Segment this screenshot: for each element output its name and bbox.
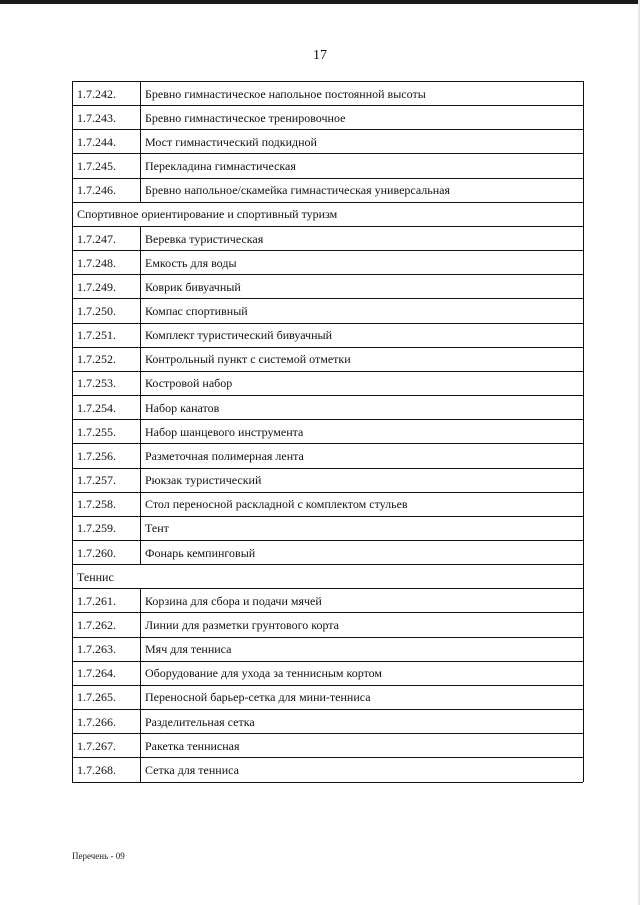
item-number: 1.7.248. (73, 251, 141, 275)
item-number: 1.7.254. (73, 396, 141, 420)
item-number: 1.7.246. (73, 178, 141, 202)
equipment-table-body (73, 82, 584, 783)
table-row (73, 444, 584, 468)
scan-top-edge (0, 0, 640, 4)
table-row (73, 82, 584, 106)
item-name: Емкость для воды (141, 251, 584, 275)
table-row (73, 226, 584, 250)
item-name: Комплект туристический бивуачный (141, 323, 584, 347)
table-row (73, 371, 584, 395)
item-number: 1.7.267. (73, 734, 141, 758)
section-header-row (73, 565, 584, 589)
item-name: Разметочная полимерная лента (141, 444, 584, 468)
item-number: 1.7.245. (73, 154, 141, 178)
item-name: Контрольный пункт с системой отметки (141, 347, 584, 371)
item-name: Фонарь кемпинговый (141, 540, 584, 564)
equipment-table-grid (72, 81, 584, 782)
item-number: 1.7.266. (73, 710, 141, 734)
table-row (73, 468, 584, 492)
table-row (73, 178, 584, 202)
item-number: 1.7.264. (73, 661, 141, 685)
item-name: Корзина для сбора и подачи мячей (141, 589, 584, 613)
table-row (73, 299, 584, 323)
table-row (73, 492, 584, 516)
item-number: 1.7.243. (73, 106, 141, 130)
table-row (73, 685, 584, 709)
section-header-row (73, 202, 584, 226)
item-name: Ракетка теннисная (141, 734, 584, 758)
table-row (73, 710, 584, 734)
item-name: Компас спортивный (141, 299, 584, 323)
section-title: Спортивное ориентирование и спортивный туризм (73, 202, 584, 226)
item-number: 1.7.253. (73, 371, 141, 395)
item-name: Рюкзак туристический (141, 468, 584, 492)
table-row (73, 661, 584, 685)
table-row (73, 347, 584, 371)
item-number: 1.7.244. (73, 130, 141, 154)
table-row (73, 396, 584, 420)
table-row (73, 251, 584, 275)
item-number: 1.7.251. (73, 323, 141, 347)
page-number: 17 (313, 48, 327, 63)
table-row (73, 758, 584, 782)
table-row (73, 516, 584, 540)
table-row (73, 613, 584, 637)
item-number: 1.7.265. (73, 685, 141, 709)
item-name: Коврик бивуачный (141, 275, 584, 299)
item-number: 1.7.252. (73, 347, 141, 371)
table-row (73, 323, 584, 347)
table-row (73, 589, 584, 613)
item-name: Бревно гимнастическое напольное постоянной высоты (141, 82, 584, 106)
item-name: Перекладина гимнастическая (141, 154, 584, 178)
table-row (73, 106, 584, 130)
item-name: Тент (141, 516, 584, 540)
item-name: Разделительная сетка (141, 710, 584, 734)
item-name: Мост гимнастический подкидной (141, 130, 584, 154)
item-number: 1.7.242. (73, 82, 141, 106)
item-name: Оборудование для ухода за теннисным кортом (141, 661, 584, 685)
item-name: Бревно напольное/скамейка гимнастическая универсальная (141, 178, 584, 202)
item-number: 1.7.259. (73, 516, 141, 540)
item-name: Линии для разметки грунтового корта (141, 613, 584, 637)
item-name: Бревно гимнастическое тренировочное (141, 106, 584, 130)
item-name: Веревка туристическая (141, 226, 584, 250)
table-row (73, 130, 584, 154)
footer-note: Перечень - 09 (72, 851, 125, 861)
item-name: Переносной барьер-сетка для мини-тенниса (141, 685, 584, 709)
item-number: 1.7.262. (73, 613, 141, 637)
item-name: Костровой набор (141, 371, 584, 395)
item-number: 1.7.257. (73, 468, 141, 492)
table-row (73, 540, 584, 564)
item-name: Стол переносной раскладной с комплектом стульев (141, 492, 584, 516)
item-number: 1.7.247. (73, 226, 141, 250)
item-number: 1.7.255. (73, 420, 141, 444)
item-name: Сетка для тенниса (141, 758, 584, 782)
table-row (73, 637, 584, 661)
section-title: Теннис (73, 565, 584, 589)
item-number: 1.7.261. (73, 589, 141, 613)
table-row (73, 154, 584, 178)
item-number: 1.7.258. (73, 492, 141, 516)
item-number: 1.7.268. (73, 758, 141, 782)
item-number: 1.7.263. (73, 637, 141, 661)
item-number: 1.7.249. (73, 275, 141, 299)
item-name: Набор канатов (141, 396, 584, 420)
item-number: 1.7.260. (73, 540, 141, 564)
item-name: Набор шанцевого инструмента (141, 420, 584, 444)
item-number: 1.7.256. (73, 444, 141, 468)
item-name: Мяч для тенниса (141, 637, 584, 661)
equipment-table (72, 81, 583, 783)
table-row (73, 275, 584, 299)
table-row (73, 734, 584, 758)
table-row (73, 420, 584, 444)
item-number: 1.7.250. (73, 299, 141, 323)
